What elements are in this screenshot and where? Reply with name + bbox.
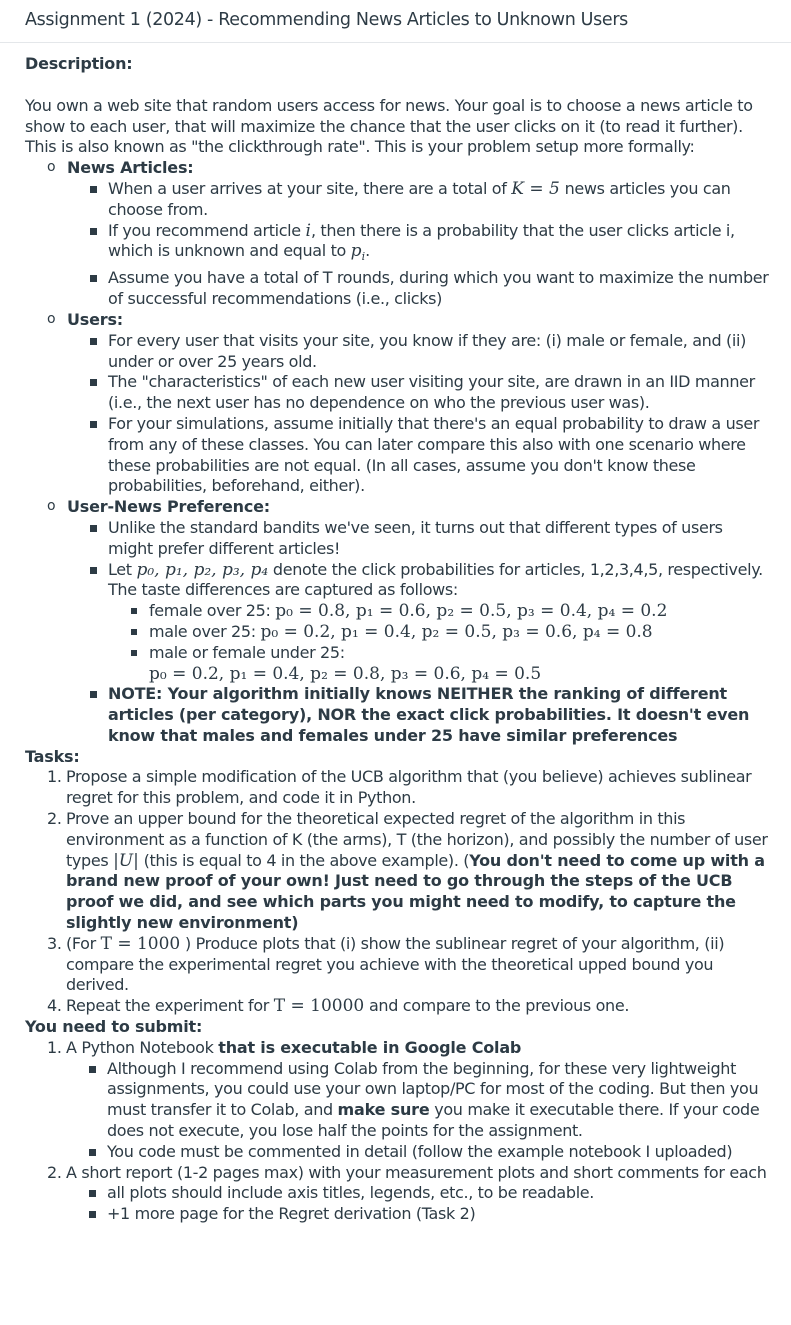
submit-list — [25, 1038, 771, 1225]
list-item: You code must be commented in detail (follow the example notebook I uploaded) — [87, 1142, 771, 1163]
preference-heading: User-News Preference: — [67, 497, 270, 517]
description-intro: You own a web site that random users access for news. Your goal is to choose a news article to show to each user, that will maximize the chance that the user clicks on it (to read it further). This is also known as "the clickthrough rate". This is your problem setup more formally: — [25, 95, 753, 157]
task-item: 4. Repeat the experiment for T = 10000 and compare to the previous one. — [47, 996, 630, 1017]
math-p: p — [350, 241, 362, 262]
list-item: When a user arrives at your site, there are a total of K = 5 news articles you can choose from. — [88, 179, 771, 221]
list-item: For your simulations, assume initially that there's an equal probability to draw a user from any of these classes. You can later compare this also with one scenario where these probabilities are not equal. (In all cases, assume you don't know these probabilities, beforehand, either). — [88, 414, 771, 497]
list-item: Although I recommend using Colab from the beginning, for these very lightweight assignments, you could use your own laptop/PC for most of the coding. But then you must transfer it to Colab, and make sure you make it executable there. If your code does not execute, you lose half the points for the assignment. — [87, 1059, 771, 1142]
math-k: K = 5 — [511, 178, 560, 199]
math-i: i — [305, 220, 311, 241]
list-item: all plots should include axis titles, legends, etc., to be readable. — [87, 1183, 771, 1204]
list-item: If you recommend article i, then there is a probability that the user clicks article i, which is unknown and equal to $p_i$. — [88, 221, 771, 269]
submit-item: 1. A Python Notebook that is executable in Google Colab Although I recommend using Colab from the beginning, for these very lightweight assignments, you could use your own laptop/PC for most of the coding. But then you must transfer it to Colab, and make sure you make it executable there. If your code does not execute, you lose half the points for the assignment. You code must be commented in detail (follow the example notebook I uploaded) — [47, 1038, 771, 1163]
math-u: |U| — [113, 850, 139, 871]
list-item: The "characteristics" of each new user visiting your site, are drawn in an IID manner (i.e., the next user has no dependence on who the previous user was). — [88, 372, 771, 414]
math-t1000: T = 1000 — [100, 933, 181, 954]
list-item: +1 more page for the Regret derivation (Task 2) — [87, 1204, 771, 1225]
note-item: NOTE: Your algorithm initially knows NEITHER the ranking of different articles (per category), NOR the exact click probabilities. It doesn't even know that males and females under 25 have similar preferences — [88, 684, 771, 746]
title-text: Assignment 1 (2024) - Recommending News Articles to Unknown Users — [25, 10, 628, 30]
task-item: 3. (For T = 1000 ) Produce plots that (i) show the sublinear regret of your algorithm, (ii) compare the experimental regret you achieve with the theoretical upped bound you derived. — [47, 933, 725, 995]
users-section — [47, 310, 771, 497]
news-articles-heading: News Articles: — [67, 158, 194, 178]
submit-item: 2. A short report (1-2 pages max) with your measurement plots and short comments for each all plots should include axis titles, legends, etc., to be readable. +1 more page for the Regret derivation (Task 2) — [47, 1163, 771, 1225]
female-probs: p₀ = 0.8, p₁ = 0.6, p₂ = 0.5, p₃ = 0.4, p₄ = 0.2 — [275, 601, 668, 622]
math-t10000: T = 10000 — [273, 996, 365, 1017]
under-25-item: male or female under 25: p₀ = 0.2, p₁ = 0.4, p₂ = 0.8, p₃ = 0.6, p₄ = 0.5 — [129, 643, 771, 685]
male-probs: p₀ = 0.2, p₁ = 0.4, p₂ = 0.5, p₃ = 0.6, p₄ = 0.8 — [260, 621, 653, 642]
list-item: Unlike the standard bandits we've seen, it turns out that different types of users might prefer different articles! — [88, 518, 771, 560]
list-item: Assume you have a total of T rounds, during which you want to maximize the number of successful recommendations (i.e., clicks) — [88, 268, 771, 310]
users-heading: Users: — [67, 309, 123, 329]
list-item: Let p₀, p₁, p₂, p₃, p₄ denote the click probabilities for articles, 1,2,3,4,5, respectively. The taste differences are captured as follows: female over 25: p₀ = 0.8, p₁ = 0.6, p₂ = 0.5, p₃ = 0.4, p₄ = 0.2 male over 25: p₀ = 0.2, p₁ = 0.4, p₂ = 0.5, p₃ = 0.6, p₄ = 0.8 male or female under 25: p₀ = 0.2, p₁ = 0.4, p₂ = 0.8, p₃ = 0.6, p₄ = 0.5 — [88, 560, 771, 685]
math-p-list: p₀, p₁, p₂, p₃, p₄ — [136, 559, 269, 580]
under-probs: p₀ = 0.2, p₁ = 0.4, p₂ = 0.8, p₃ = 0.6, p₄ = 0.5 — [149, 663, 542, 684]
task-item: 2. Prove an upper bound for the theoretical expected regret of the algorithm in this environment as a function of K (the arms), T (the horizon), and possibly the number of user types |U| (this is equal to 4 in the above example). (You don't need to come up with a brand new proof of your own! Just need to go through the steps of the UCB proof we did, and see which parts you might need to modify, to capture the slightly new environment) — [47, 809, 768, 933]
tasks-list — [25, 767, 771, 1017]
assignment-content — [0, 43, 791, 1225]
female-over-25-item: female over 25: p₀ = 0.8, p₁ = 0.6, p₂ = 0.5, p₃ = 0.4, p₄ = 0.2 — [129, 601, 771, 622]
description-list — [25, 158, 771, 747]
preference-section — [47, 497, 771, 747]
list-item: For every user that visits your site, you know if they are: (i) male or female, and (ii) under or over 25 years old. — [88, 331, 771, 373]
news-articles-section — [47, 158, 771, 310]
tasks-label: Tasks: — [25, 746, 80, 766]
submit-label: You need to submit: — [25, 1017, 203, 1037]
page-title — [0, 0, 791, 43]
task-item: 1. Propose a simple modification of the UCB algorithm that (you believe) achieves sublinear regret for this problem, and code it in Python. — [47, 767, 752, 808]
description-label: Description: — [25, 54, 133, 73]
male-over-25-item: male over 25: p₀ = 0.2, p₁ = 0.4, p₂ = 0.5, p₃ = 0.6, p₄ = 0.8 — [129, 622, 771, 643]
